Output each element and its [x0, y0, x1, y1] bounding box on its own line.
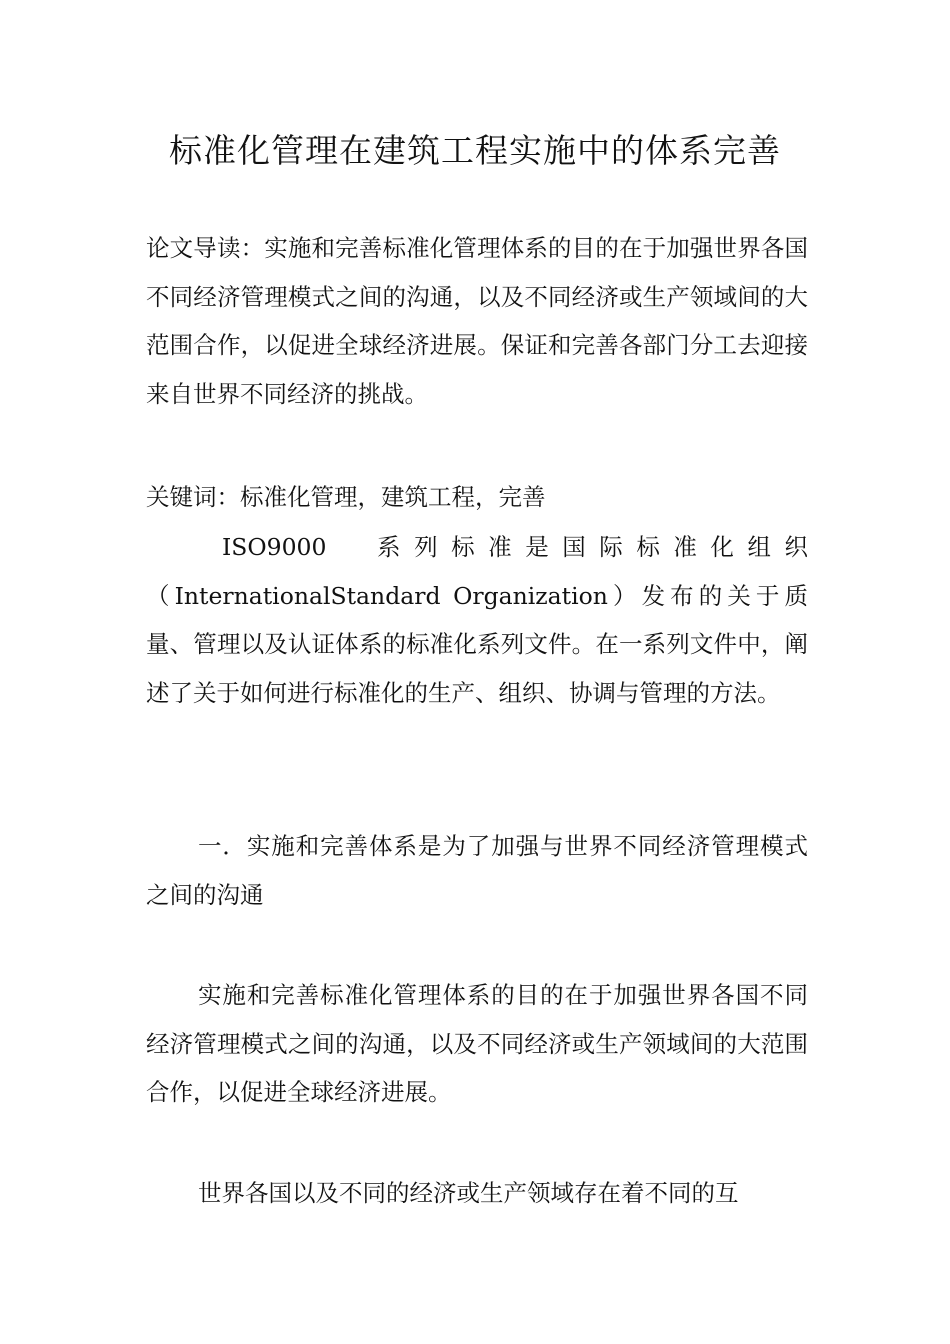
- section1-paragraph-1: 实施和完善标准化管理体系的目的在于加强世界各国不同经济管理模式之间的沟通，以及不同经济或生产领域间的大范围合作，以促进全球经济进展。: [146, 981, 808, 1106]
- abstract-paragraph: 论文导读：实施和完善标准化管理体系的目的在于加强世界各国不同经济管理模式之间的沟通，以及不同经济或生产领域间的大范围合作，以促进全球经济进展。保证和完善各部门分工去迎接来自世界不同经济的挑战。: [146, 234, 808, 408]
- section1-paragraph-2: 世界各国以及不同的经济或生产领域存在着不同的互: [198, 1179, 739, 1207]
- keywords-line: 关键词：标准化管理，建筑工程，完善: [146, 483, 546, 511]
- document-title: 标准化管理在建筑工程实施中的体系完善: [169, 131, 781, 170]
- section-heading-1: 一．实施和完善体系是为了加强与世界不同经济管理模式之间的沟通: [146, 832, 808, 909]
- iso-paragraph-rest: （InternationalStandard Organization）发布的关于质量、管理以及认证体系的标准化系列文件。在一系列文件中，阐述了关于如何进行标准化的生产、组织、协调与管理的方法。: [146, 581, 808, 707]
- iso-intro-line: ISO9000 系列标准是国际标准化组织: [222, 533, 808, 561]
- iso-paragraph: [146, 523, 808, 717]
